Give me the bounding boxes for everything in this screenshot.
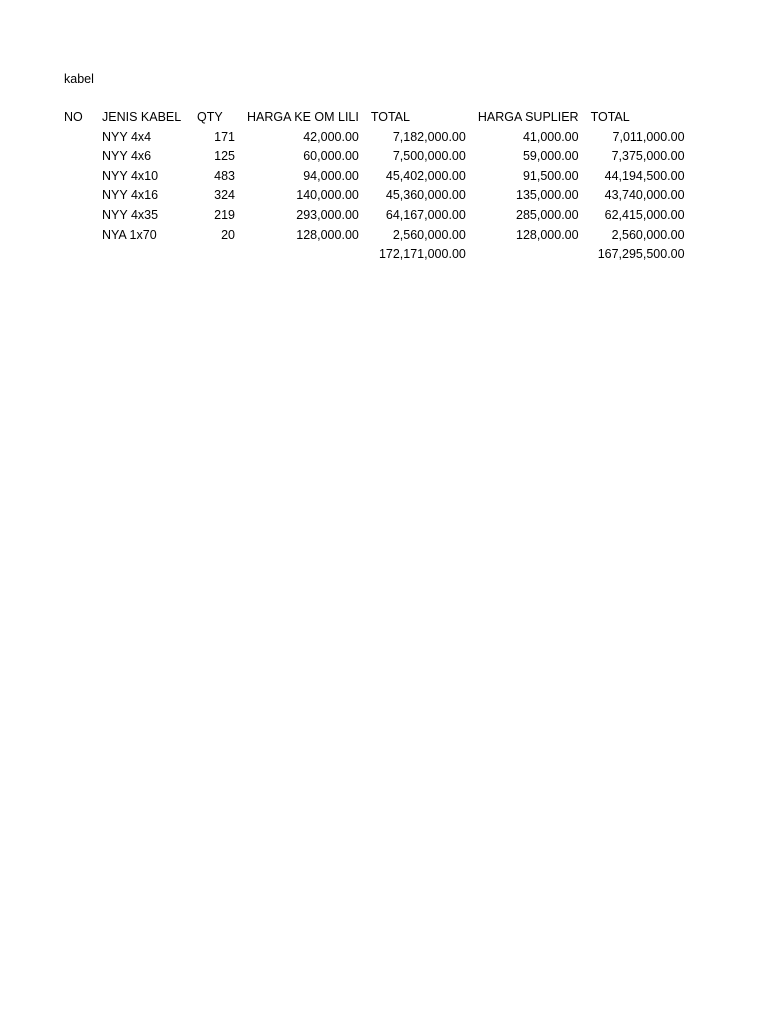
- grand-total: 172,171,000.00: [378, 247, 466, 262]
- cable-price-table: [58, 108, 691, 265]
- header-jenis-kabel: JENIS KABEL: [102, 110, 182, 124]
- cell-harga-suplier: 135,000.00: [516, 188, 579, 203]
- cell-harga: 94,000.00: [303, 168, 359, 183]
- cell-harga: 128,000.00: [296, 227, 359, 242]
- cell-total: 2,560,000.00: [392, 227, 466, 242]
- cell-harga: 42,000.00: [303, 129, 359, 144]
- cell-jenis-kabel: NYY 4x6: [102, 149, 152, 164]
- cell-total-suplier: 43,740,000.00: [604, 188, 685, 203]
- table-row: [58, 186, 691, 206]
- table-row: [58, 206, 691, 226]
- cell-qty: 20: [221, 227, 235, 242]
- cell-total: 7,182,000.00: [392, 129, 466, 144]
- table-row: [58, 147, 691, 167]
- cell-qty: 219: [214, 207, 235, 222]
- cell-total-suplier: 62,415,000.00: [604, 207, 685, 222]
- cell-harga: 293,000.00: [296, 207, 359, 222]
- cell-harga-suplier: 128,000.00: [516, 227, 579, 242]
- cell-total-suplier: 2,560,000.00: [611, 227, 685, 242]
- cell-no: [58, 206, 96, 226]
- table-row: [58, 226, 691, 246]
- cell-total-suplier: 44,194,500.00: [604, 168, 685, 183]
- cell-harga-suplier: 91,500.00: [522, 168, 579, 183]
- header-harga-ke-om-lili: HARGA KE OM LILI: [247, 110, 359, 124]
- cell-qty: 171: [214, 129, 235, 144]
- cell-harga-suplier: 41,000.00: [522, 129, 579, 144]
- cell-no: [58, 147, 96, 167]
- cell-total: 45,360,000.00: [385, 188, 466, 203]
- cell-total: 7,500,000.00: [392, 149, 466, 164]
- cell-no: [58, 226, 96, 246]
- header-total-suplier: TOTAL: [590, 110, 630, 124]
- cell-harga: 60,000.00: [303, 149, 359, 164]
- header-no: NO: [64, 110, 83, 124]
- table-row: [58, 167, 691, 187]
- header-total: TOTAL: [370, 110, 410, 124]
- cell-jenis-kabel: NYY 4x35: [102, 207, 159, 222]
- cell-harga: 140,000.00: [296, 188, 359, 203]
- cell-jenis-kabel: NYY 4x16: [102, 188, 159, 203]
- header-qty: QTY: [197, 110, 223, 124]
- header-harga-suplier: HARGA SUPLIER: [477, 110, 579, 124]
- totals-row: [58, 245, 691, 265]
- cell-total: 45,402,000.00: [385, 168, 466, 183]
- cell-jenis-kabel: NYY 4x10: [102, 168, 159, 183]
- cell-qty: 483: [214, 168, 235, 183]
- sheet-title: kabel: [64, 72, 94, 86]
- cell-total-suplier: 7,011,000.00: [612, 129, 685, 144]
- cell-total-suplier: 7,375,000.00: [611, 149, 685, 164]
- table-row: [58, 128, 691, 148]
- cell-harga-suplier: 285,000.00: [516, 207, 579, 222]
- header-row: [58, 108, 691, 128]
- cell-total: 64,167,000.00: [385, 207, 466, 222]
- cell-qty: 324: [214, 188, 235, 203]
- cell-no: [58, 128, 96, 148]
- grand-total-suplier: 167,295,500.00: [597, 247, 685, 262]
- cell-jenis-kabel: NYA 1x70: [102, 227, 157, 242]
- cell-qty: 125: [214, 149, 235, 164]
- cell-jenis-kabel: NYY 4x4: [102, 129, 152, 144]
- cell-no: [58, 186, 96, 206]
- cell-harga-suplier: 59,000.00: [522, 149, 579, 164]
- cell-no: [58, 167, 96, 187]
